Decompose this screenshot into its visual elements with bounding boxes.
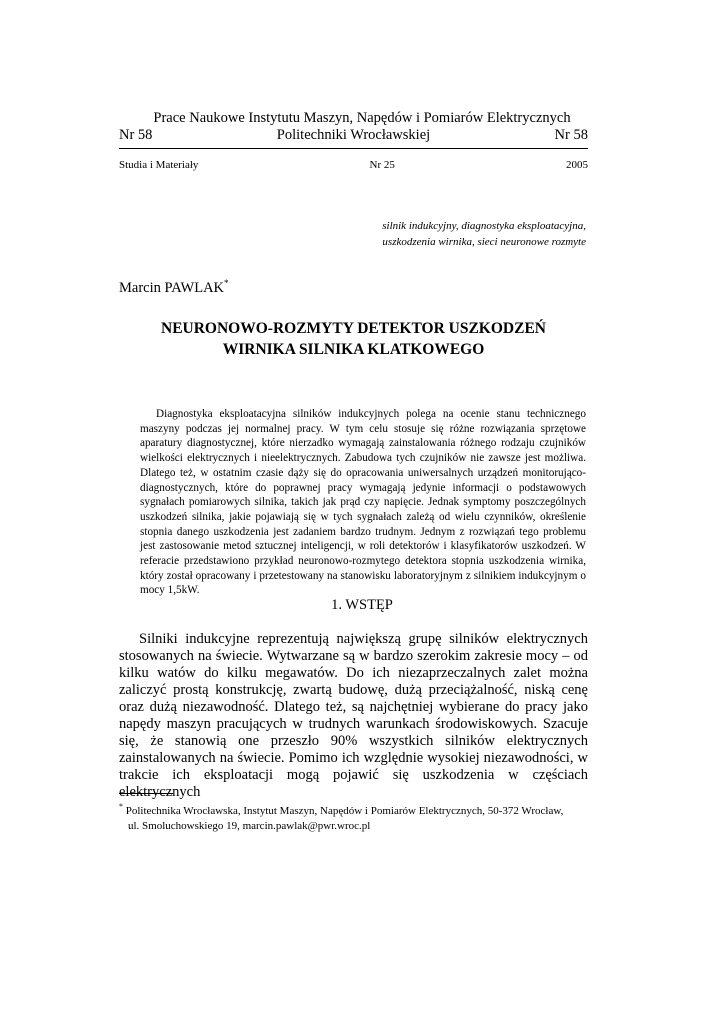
section-heading: 1. WSTĘP: [331, 597, 393, 613]
keywords-line-2: uszkodzenia wirnika, sieci neuronowe rozmyte: [382, 235, 586, 248]
series-number: Nr 25: [369, 159, 395, 171]
journal-institute-line: Prace Naukowe Instytutu Maszyn, Napędów i Pomiarów Elektrycznych: [153, 110, 571, 126]
body-paragraph: Silniki indukcyjne reprezentują największą grupę silników elektrycznych stosowanych na świecie. Wytwarzane są w bardzo szerokim zakresie mocy – od kilku watów do kilku megawatów. Do ich niezaprzeczalnych zalet można zaliczyć prostą konstrukcję, zwartą budowę, dużą przeciążalność, niską cenę oraz dużą niezawodność. Dlatego też, są najchętniej wybierane do pracy jako napędy maszyn pracujących w trudnych warunkach środowiskowych. Szacuje się, że stanowią one przeszło 90% wszystkich silników elektrycznych zainstalowanych na świecie. Pomimo ich względnie wysokiej niezawodności, w trakcie ich eksploatacji mogą pojawić się uszkodzenia w częściach elektrycznych: [119, 631, 588, 800]
footnote: [119, 799, 588, 834]
header-divider: [119, 148, 588, 149]
paper-title: [119, 318, 588, 360]
footnote-line-2: ul. Smoluchowskiego 19, marcin.pawlak@pwr.wroc.pl: [128, 820, 371, 832]
issue-number-right: Nr 58: [554, 127, 588, 143]
series-name: Studia i Materiały: [119, 159, 199, 171]
author: [119, 278, 229, 297]
keywords: [300, 219, 586, 250]
journal-header-row: [119, 127, 588, 144]
footnote-mark: *: [119, 802, 123, 811]
author-name: Marcin PAWLAK: [119, 280, 225, 296]
title-line-2: WIRNIKA SILNIKA KLATKOWEGO: [222, 341, 485, 358]
author-footnote-mark: *: [224, 278, 229, 288]
keywords-line-1: silnik indukcyjny, diagnostyka eksploatacyjna,: [382, 220, 586, 232]
footnote-line-1: Politechnika Wrocławska, Instytut Maszyn, Napędów i Pomiarów Elektrycznych, 50-372 Wrocław,: [125, 805, 564, 817]
series-row: [119, 159, 588, 171]
footnote-divider: [119, 793, 173, 794]
title-line-1: NEURONOWO-ROZMYTY DETEKTOR USZKODZEŃ: [161, 320, 546, 337]
issue-number-left: Nr 58: [119, 127, 153, 143]
series-year: 2005: [565, 159, 588, 171]
university-name: Politechniki Wrocławskiej: [276, 127, 431, 143]
abstract: Diagnostyka eksploatacyjna silników indukcyjnych polega na ocenie stanu technicznego maszyny podczas jej normalnej pracy. W tym celu stosuje się różne rozwiązania sprzętowe aparatury diagnostycznej, które nierzadko wymagają zainstalowania różnego rodzaju czujników wielkości elektrycznych i nieelektrycznych. Zabudowa tych czujników nie zawsze jest możliwa. Dlatego też, w ostatnim czasie dąży się do opracowania uniwersalnych urządzeń monitorująco-diagnostycznych, które do poprawnej pracy wymagają jedynie informacji o podstawowych sygnałach pomiarowych silnika, takich jak prąd czy napięcie. Jednak symptomy poszczególnych uszkodzeń silnika, jakie pojawiają się w tych sygnałach zależą od wielu czynników, określenie stopnia danego uszkodzenia jest zadaniem bardzo trudnym. Jednym z rozwiązań tego problemu jest zastosowanie metod sztucznej inteligencji, w roli detektorów i klasyfikatorów uszkodzeń. W referacie przedstawiono przykład neuronowo-rozmytego detektora stopnia uszkodzenia wirnika, który został opracowany i przetestowany na stanowisku laboratoryjnym z silnikiem indukcyjnym o mocy 1,5kW.: [140, 408, 586, 597]
